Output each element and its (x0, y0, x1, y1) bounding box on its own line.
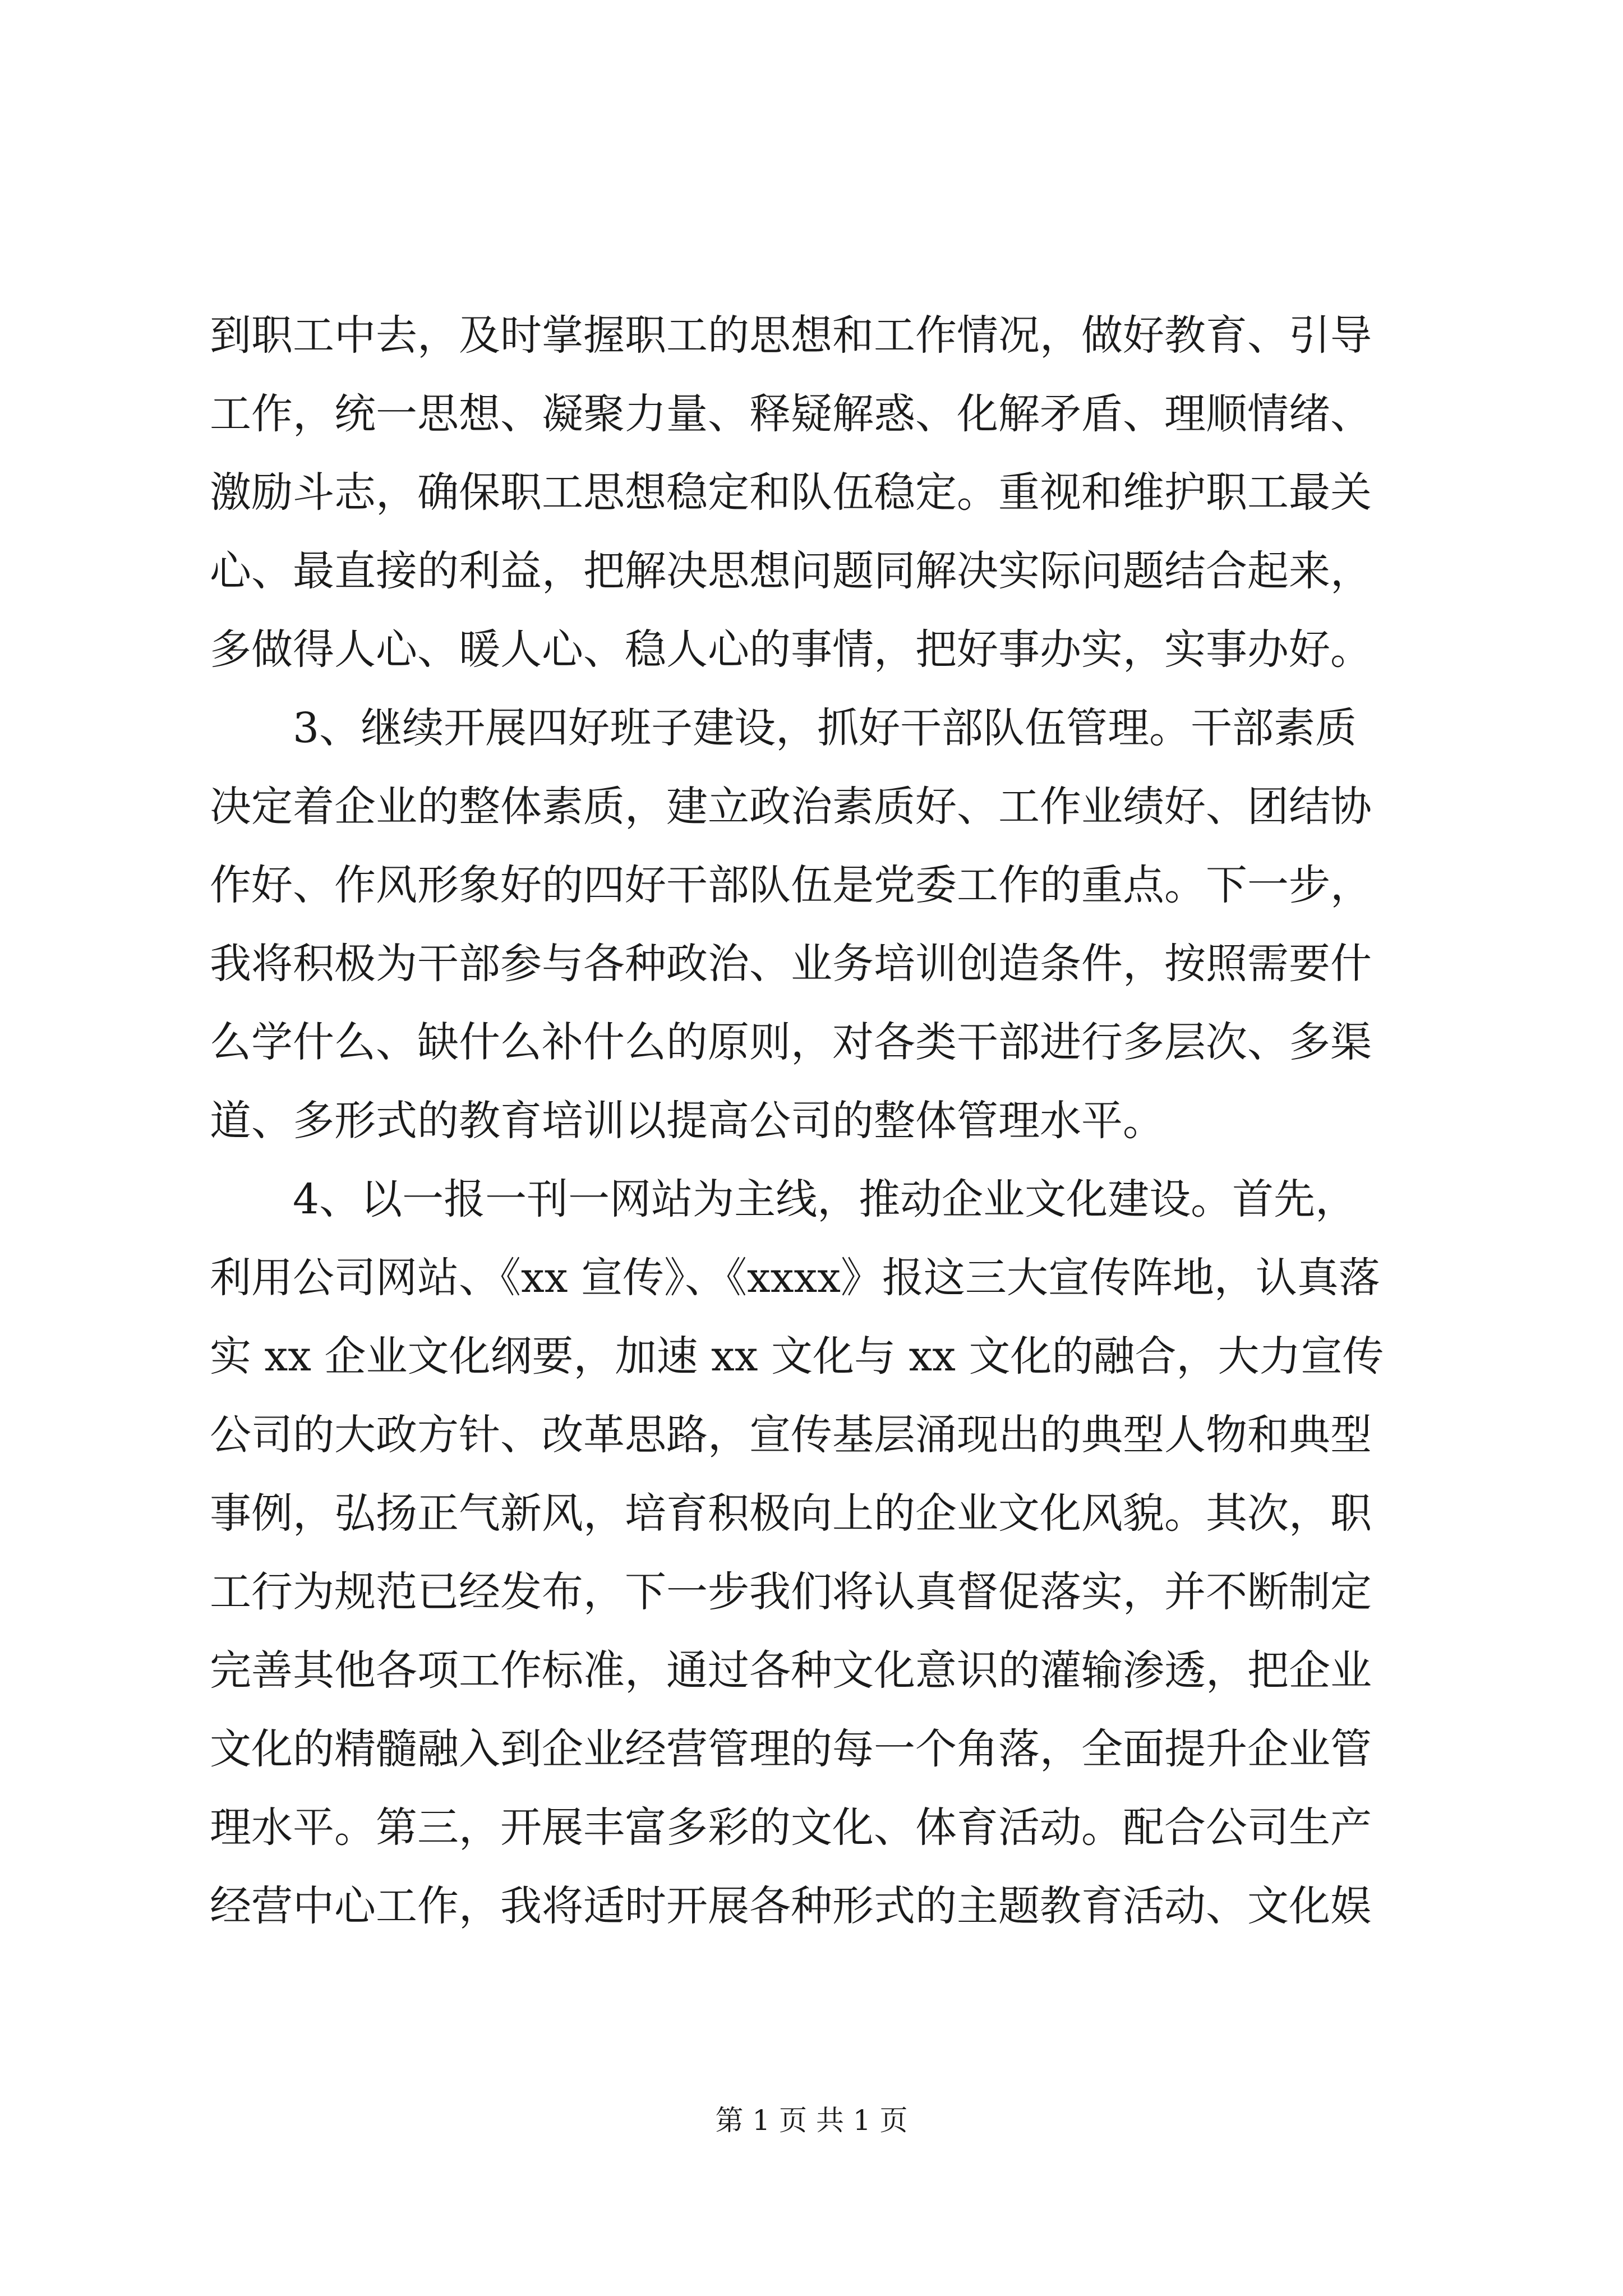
text-line: 文化的精髓融入到企业经营管理的每一个角落，全面提升企业管 (210, 1725, 1372, 1773)
text-line: 工作，统一思想、凝聚力量、释疑解惑、化解矛盾、理顺情绪、 (210, 390, 1372, 438)
text-line: 完善其他各项工作标准，通过各种文化意识的灌输渗透，把企业 (210, 1646, 1372, 1695)
paragraph-3-first-line: 3、继续开展四好班子建设，抓好干部队伍管理。干部素质 (210, 704, 1357, 752)
page-number-label: 第 1 页 共 1 页 (715, 2104, 908, 2137)
text-line: 公司的大政方针、改革思路，宣传基层涌现出的典型人物和典型 (210, 1411, 1372, 1459)
text-line: 多做得人心、暖人心、稳人心的事情，把好事办实，实事办好。 (210, 625, 1372, 674)
text-line: 到职工中去，及时掌握职工的思想和工作情况，做好教育、引导 (210, 311, 1372, 360)
text-line: 激励斗志，确保职工思想稳定和队伍稳定。重视和维护职工最关 (210, 468, 1372, 517)
text-line: 实 xx 企业文化纲要，加速 xx 文化与 xx 文化的融合，大力宣传 (210, 1332, 1384, 1381)
text-line: 作好、作风形象好的四好干部队伍是党委工作的重点。下一步， (210, 861, 1372, 909)
text-line: 决定着企业的整体素质，建立政治素质好、工作业绩好、团结协 (210, 783, 1372, 831)
page-footer (0, 2101, 1623, 2140)
paragraph-4-first-line: 4、以一报一刊一网站为主线，推动企业文化建设。首先， (210, 1175, 1357, 1223)
text-line: 经营中心工作，我将适时开展各种形式的主题教育活动、文化娱 (210, 1882, 1372, 1930)
text-line: 我将积极为干部参与各种政治、业务培训创造条件，按照需要什 (210, 940, 1372, 988)
text-line: 理水平。第三，开展丰富多彩的文化、体育活动。配合公司生产 (210, 1803, 1372, 1852)
text-line: 道、多形式的教育培训以提高公司的整体管理水平。 (210, 1097, 1164, 1145)
text-line: 利用公司网站、《xx 宣传》、《xxxx》报这三大宣传阵地，认真落 (210, 1254, 1380, 1302)
text-line: 么学什么、缺什么补什么的原则，对各类干部进行多层次、多渠 (210, 1018, 1372, 1066)
text-line: 事例，弘扬正气新风，培育积极向上的企业文化风貌。其次，职 (210, 1489, 1372, 1538)
text-line: 心、最直接的利益，把解决思想问题同解决实际问题结合起来， (210, 547, 1372, 595)
body-text (210, 296, 1415, 1945)
text-line: 工行为规范已经发布，下一步我们将认真督促落实，并不断制定 (210, 1568, 1372, 1616)
